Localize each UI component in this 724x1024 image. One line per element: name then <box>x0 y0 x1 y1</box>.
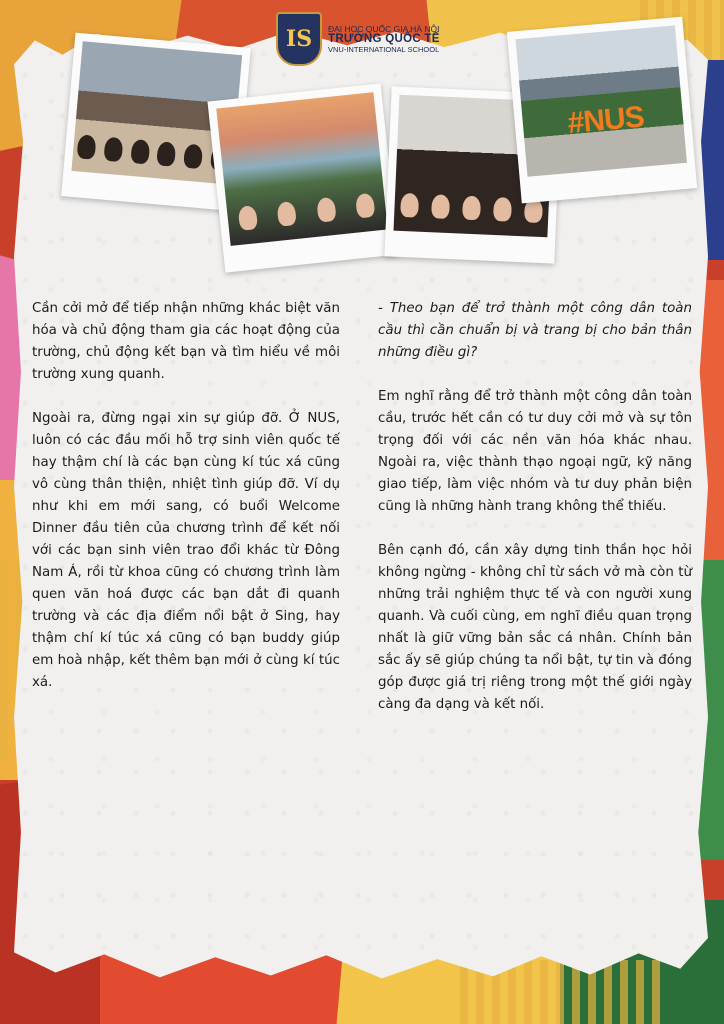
shield-icon <box>276 12 322 66</box>
logo-school-name: TRƯỜNG QUỐC TẾ <box>328 33 440 46</box>
interview-question: - Theo bạn để trở thành một công dân toàn cầu thì cần chuẩn bị và trang bị cho bản thân những điều gì? <box>378 301 692 360</box>
left-paragraph-1: Cần cởi mở để tiếp nhận những khác biệt văn hóa và chủ động tham gia các hoạt động của trường, chủ động kết bạn và tìm hiểu về môi trường xung quanh. <box>32 301 340 382</box>
logo-letters: IS <box>285 26 313 52</box>
nus-sign: #NUS <box>566 100 646 140</box>
school-logo <box>276 12 440 66</box>
photo-selfie-skyline <box>207 83 398 272</box>
right-column <box>378 298 692 738</box>
logo-school-english: VNU-INTERNATIONAL SCHOOL <box>328 44 440 54</box>
left-paragraph-2: Ngoài ra, đừng ngại xin sự giúp đỡ. Ở NUS, luôn có các đầu mối hỗ trợ sinh viên quốc tế hay thậm chí là các bạn cùng kí túc xá cũng vô cùng thân thiện, nhiệt tình giúp đỡ. Ví dụ như khi em mới sang, có buổi Welcome Dinner đầu tiên của chương trình để kết nối với các bạn sinh viên trao đổi khác từ Đông Nam Á, rồi từ khoa cũng có chương trình làm quen văn hoá được các bạn dắt đi quanh trường và các địa điểm nổi bật ở Sing, hay thậm chí kí túc xá cũng có bạn buddy giúp em hoà nhập, kết thêm bạn mới ở cùng kí túc xá. <box>32 411 340 690</box>
right-paragraph-2: Bên cạnh đó, cần xây dựng tinh thần học hỏi không ngừng - không chỉ từ sách vở mà còn từ những trải nghiệm thực tế và con người xung quanh. Và cuối cùng, em nghĩ điều quan trọng nhất là giữ vững bản sắc cá nhân. Chính bản sắc ấy sẽ giúp chúng ta nổi bật, tự tin và đóng góp được giá trị riêng trong một thế giới ngày càng đa dạng và kết nối. <box>378 543 692 712</box>
left-column <box>32 298 340 716</box>
logo-university-name: ĐẠI HỌC QUỐC GIA HÀ NỘI <box>328 23 440 34</box>
right-paragraph-1: Em nghĩ rằng để trở thành một công dân toàn cầu, trước hết cần có tư duy cởi mở và sự tôn trọng đối với các nền văn hóa khác nhau. Ngoài ra, việc thành thạo ngoại ngữ, kỹ năng giao tiếp, làm việc nhóm và tư duy phản biện cũng là những hành trang không thể thiếu. <box>378 389 692 514</box>
photo-nus-sign <box>507 17 697 204</box>
logo-text <box>328 25 440 54</box>
